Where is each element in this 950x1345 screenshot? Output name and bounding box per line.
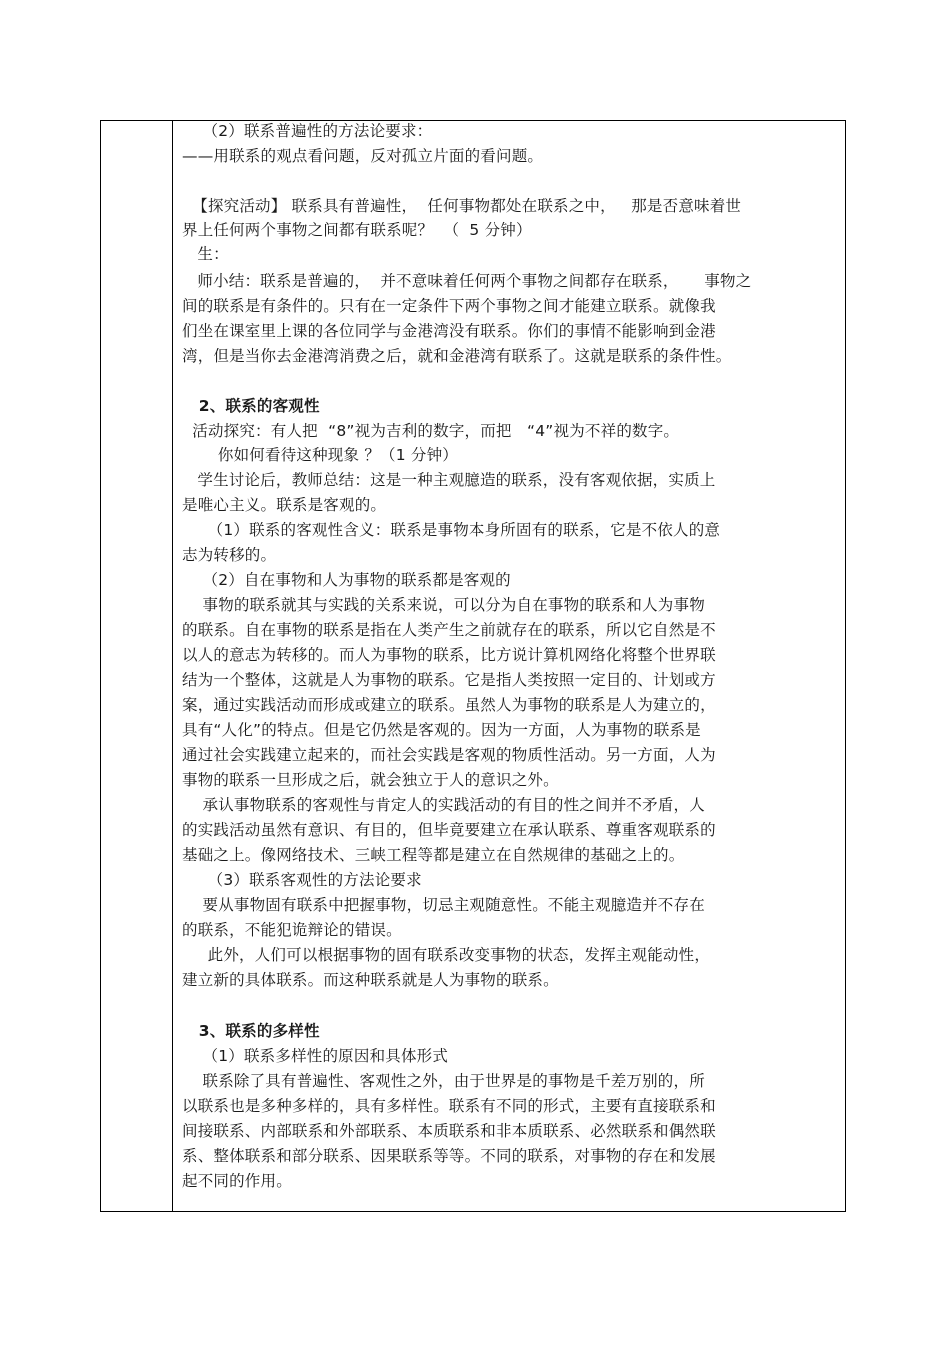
text-line: 间接联系、内部联系和外部联系、本质联系和非本质联系、必然联系和偶然联 <box>182 1122 716 1140</box>
text-line: 界上任何两个事物之间都有联系呢？ （ 5 分钟） <box>182 221 532 239</box>
text-line: 事物的联系一旦形成之后，就会独立于人的意识之外。 <box>182 771 559 789</box>
text-line: 具有“人化”的特点。但是它仍然是客观的。因为一方面，人为事物的联系是 <box>182 721 701 739</box>
text-line: 要从事物固有联系中把握事物，切忌主观随意性。不能主观臆造并不存在 <box>182 896 705 914</box>
text-line: 事物的联系就其与实践的关系来说，可以分为自在事物的联系和人为事物 <box>182 596 705 614</box>
text-line: 生： <box>182 245 229 263</box>
text-line: 案，通过实践活动而形成或建立的联系。虽然人为事物的联系是人为建立的， <box>182 696 716 714</box>
left-column-cell <box>101 121 173 1211</box>
text-line: 联系除了具有普遍性、客观性之外，由于世界是的事物是千差万别的，所 <box>182 1072 705 1090</box>
text-line: 以人的意志为转移的。而人为事物的联系，比方说计算机网络化将整个世界联 <box>182 646 716 664</box>
text-line: 起不同的作用。 <box>182 1172 292 1190</box>
text-line: 活动探究：有人把 “8”视为吉利的数字，而把 “4”视为不祥的数字。 <box>182 422 680 440</box>
text-line: 师小结：联系是普遍的， 并不意味着任何两个事物之间都存在联系， 事物之 <box>182 272 752 290</box>
section-heading: 2、联系的客观性 <box>182 397 320 415</box>
text-line: 的联系。自在事物的联系是指在人类产生之前就存在的联系，所以它自然是不 <box>182 621 716 639</box>
text-line: 们坐在课室里上课的各位同学与金港湾没有联系。你们的事情不能影响到金港 <box>182 322 716 340</box>
text-line: ——用联系的观点看问题，反对孤立片面的看问题。 <box>182 147 544 165</box>
text-line: 系、整体联系和部分联系、因果联系等等。不同的联系，对事物的存在和发展 <box>182 1147 716 1165</box>
text-line: 湾，但是当你去金港湾消费之后，就和金港湾有联系了。这就是联系的条件性。 <box>182 347 732 365</box>
text-line: 基础之上。像网络技术、三峡工程等都是建立在自然规律的基础之上的。 <box>182 846 685 864</box>
text-line: 的实践活动虽然有意识、有目的，但毕竟要建立在承认联系、尊重客观联系的 <box>182 821 716 839</box>
text-line: 通过社会实践建立起来的，而社会实践是客观的物质性活动。另一方面，人为 <box>182 746 716 764</box>
text-line: 以联系也是多种多样的，具有多样性。联系有不同的形式，主要有直接联系和 <box>182 1097 716 1115</box>
lesson-table <box>100 120 846 1212</box>
text-line: 是唯心主义。联系是客观的。 <box>182 496 387 514</box>
text-line: 【探究活动】 联系具有普遍性， 任何事物都处在联系之中， 那是否意味着世 <box>182 197 742 215</box>
text-line: （1）联系多样性的原因和具体形式 <box>182 1047 449 1065</box>
text-line: 的联系，不能犯诡辩论的错误。 <box>182 921 402 939</box>
text-line: （2）联系普遍性的方法论要求： <box>182 122 433 140</box>
text-line: 志为转移的。 <box>182 546 277 564</box>
text-line: 此外，人们可以根据事物的固有联系改变事物的状态，发挥主观能动性， <box>182 946 711 964</box>
text-line: （3）联系客观性的方法论要求 <box>182 871 422 889</box>
text-line: 学生讨论后，教师总结：这是一种主观臆造的联系，没有客观依据，实质上 <box>182 471 716 489</box>
text-line: （2）自在事物和人为事物的联系都是客观的 <box>182 571 511 589</box>
text-line: 结为一个整体，这就是人为事物的联系。它是指人类按照一定目的、计划或方 <box>182 671 716 689</box>
section-heading: 3、联系的多样性 <box>182 1022 320 1040</box>
text-line: 间的联系是有条件的。只有在一定条件下两个事物之间才能建立联系。就像我 <box>182 297 716 315</box>
text-line: 你如何看待这种现象 ？（1 分钟） <box>182 446 459 464</box>
content-cell <box>174 121 845 1211</box>
text-line: （1）联系的客观性含义：联系是事物本身所固有的联系，它是不依人的意 <box>182 521 721 539</box>
text-line: 建立新的具体联系。而这种联系就是人为事物的联系。 <box>182 971 559 989</box>
text-line: 承认事物联系的客观性与肯定人的实践活动的有目的性之间并不矛盾，人 <box>182 796 705 814</box>
